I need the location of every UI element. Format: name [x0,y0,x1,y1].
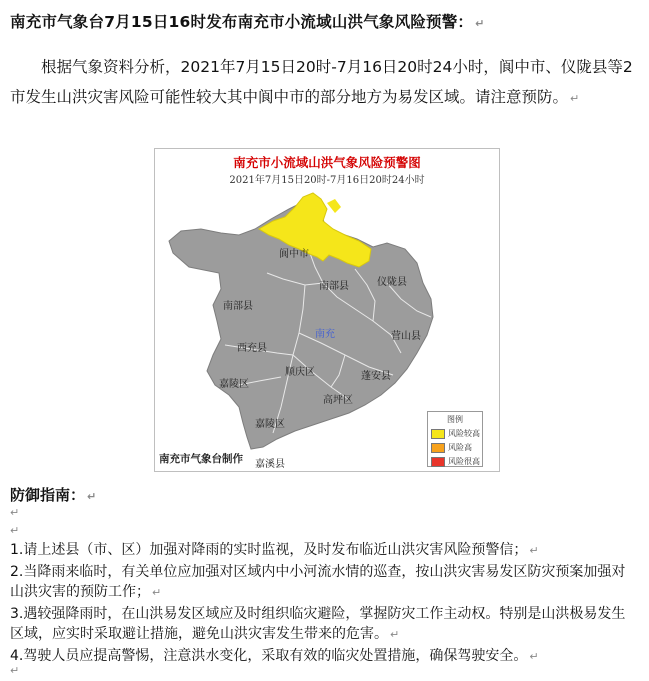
guide-heading: 防御指南： ↵ [10,486,97,504]
legend-title: 图例 [447,415,463,424]
region-label-yilong: 仪陇县 [377,277,407,288]
legend-swatch [431,457,445,467]
region-label-jialing-west: 嘉陵区 [219,379,249,390]
region-label-gaoping: 高坪区 [323,395,353,406]
blank-paragraph-mark: ↵ [10,524,20,537]
map-credit: 南充市气象台制作 [159,453,243,465]
guide-list [10,540,638,667]
legend-label: 风险很高 [448,457,480,466]
region-label-jialing: 嘉陵区 [255,419,285,430]
region-label-xichong: 西充县 [237,343,267,354]
legend-label: 风险高 [448,443,472,452]
legend-item [431,442,482,453]
legend-item [431,456,482,467]
region-label-pengan: 蓬安县 [361,371,391,382]
legend-item [431,428,482,439]
legend-swatch [431,429,445,439]
region-label-shunqing: 顺庆区 [285,367,315,378]
region-label-langzhong: 阆中市 [279,249,309,260]
map-legend [427,411,483,467]
warning-area-north-tip [327,199,341,213]
region-label-jiaxi: 嘉溪县 [255,459,285,470]
guide-item: 2.当降雨来临时，有关单位应加强对区域内中小河流水情的巡查，按山洪灾害易发区防灾预案加强对山洪灾害的预防工作； ↵ [10,563,626,600]
intro-paragraph: 根据气象资料分析，2021年7月15日20时-7月16日20时24小时，阆中市、仪陇县等2市发生山洪灾害风险可能性较大其中阆中市的部分地方为易发区域。请注意预防。 ↵ [10,58,633,106]
legend-swatch [431,443,445,453]
region-label-nanchong: 南充 [315,329,335,340]
map-subtitle: 2021年7月15日20时-7月16日20时24小时 [229,175,425,186]
region-label-nanbu: 南部县 [223,301,253,312]
region-label-nanbu-north: 南部县 [319,281,349,292]
legend-label: 风险较高 [448,429,480,438]
map-title: 南充市小流域山洪气象风险预警图 [233,155,421,170]
guide-item: 1.请上述县（市、区）加强对降雨的实时监视，及时发布临近山洪灾害风险预警信； ↵ [10,542,539,558]
blank-paragraph-mark: ↵ [10,506,20,519]
blank-paragraph-mark: ↵ [10,664,20,677]
guide-item: 4.驾驶人员应提高警惕，注意洪水变化，采取有效的临灾处置措施，确保驾驶安全。 ↵ [10,647,539,664]
risk-map-figure [154,148,500,472]
warning-title: 南充市气象台7月15日16时发布南充市小流域山洪气象风险预警： ↵ [10,13,485,31]
guide-item: 3.遇较强降雨时，在山洪易发区域应及时组织临灾避险，掌握防灾工作主动权。特别是山洪极易发生区域，应实时采取避让措施，避免山洪灾害发生带来的危害。 ↵ [10,605,626,642]
region-label-yingshan: 营山县 [391,331,421,342]
